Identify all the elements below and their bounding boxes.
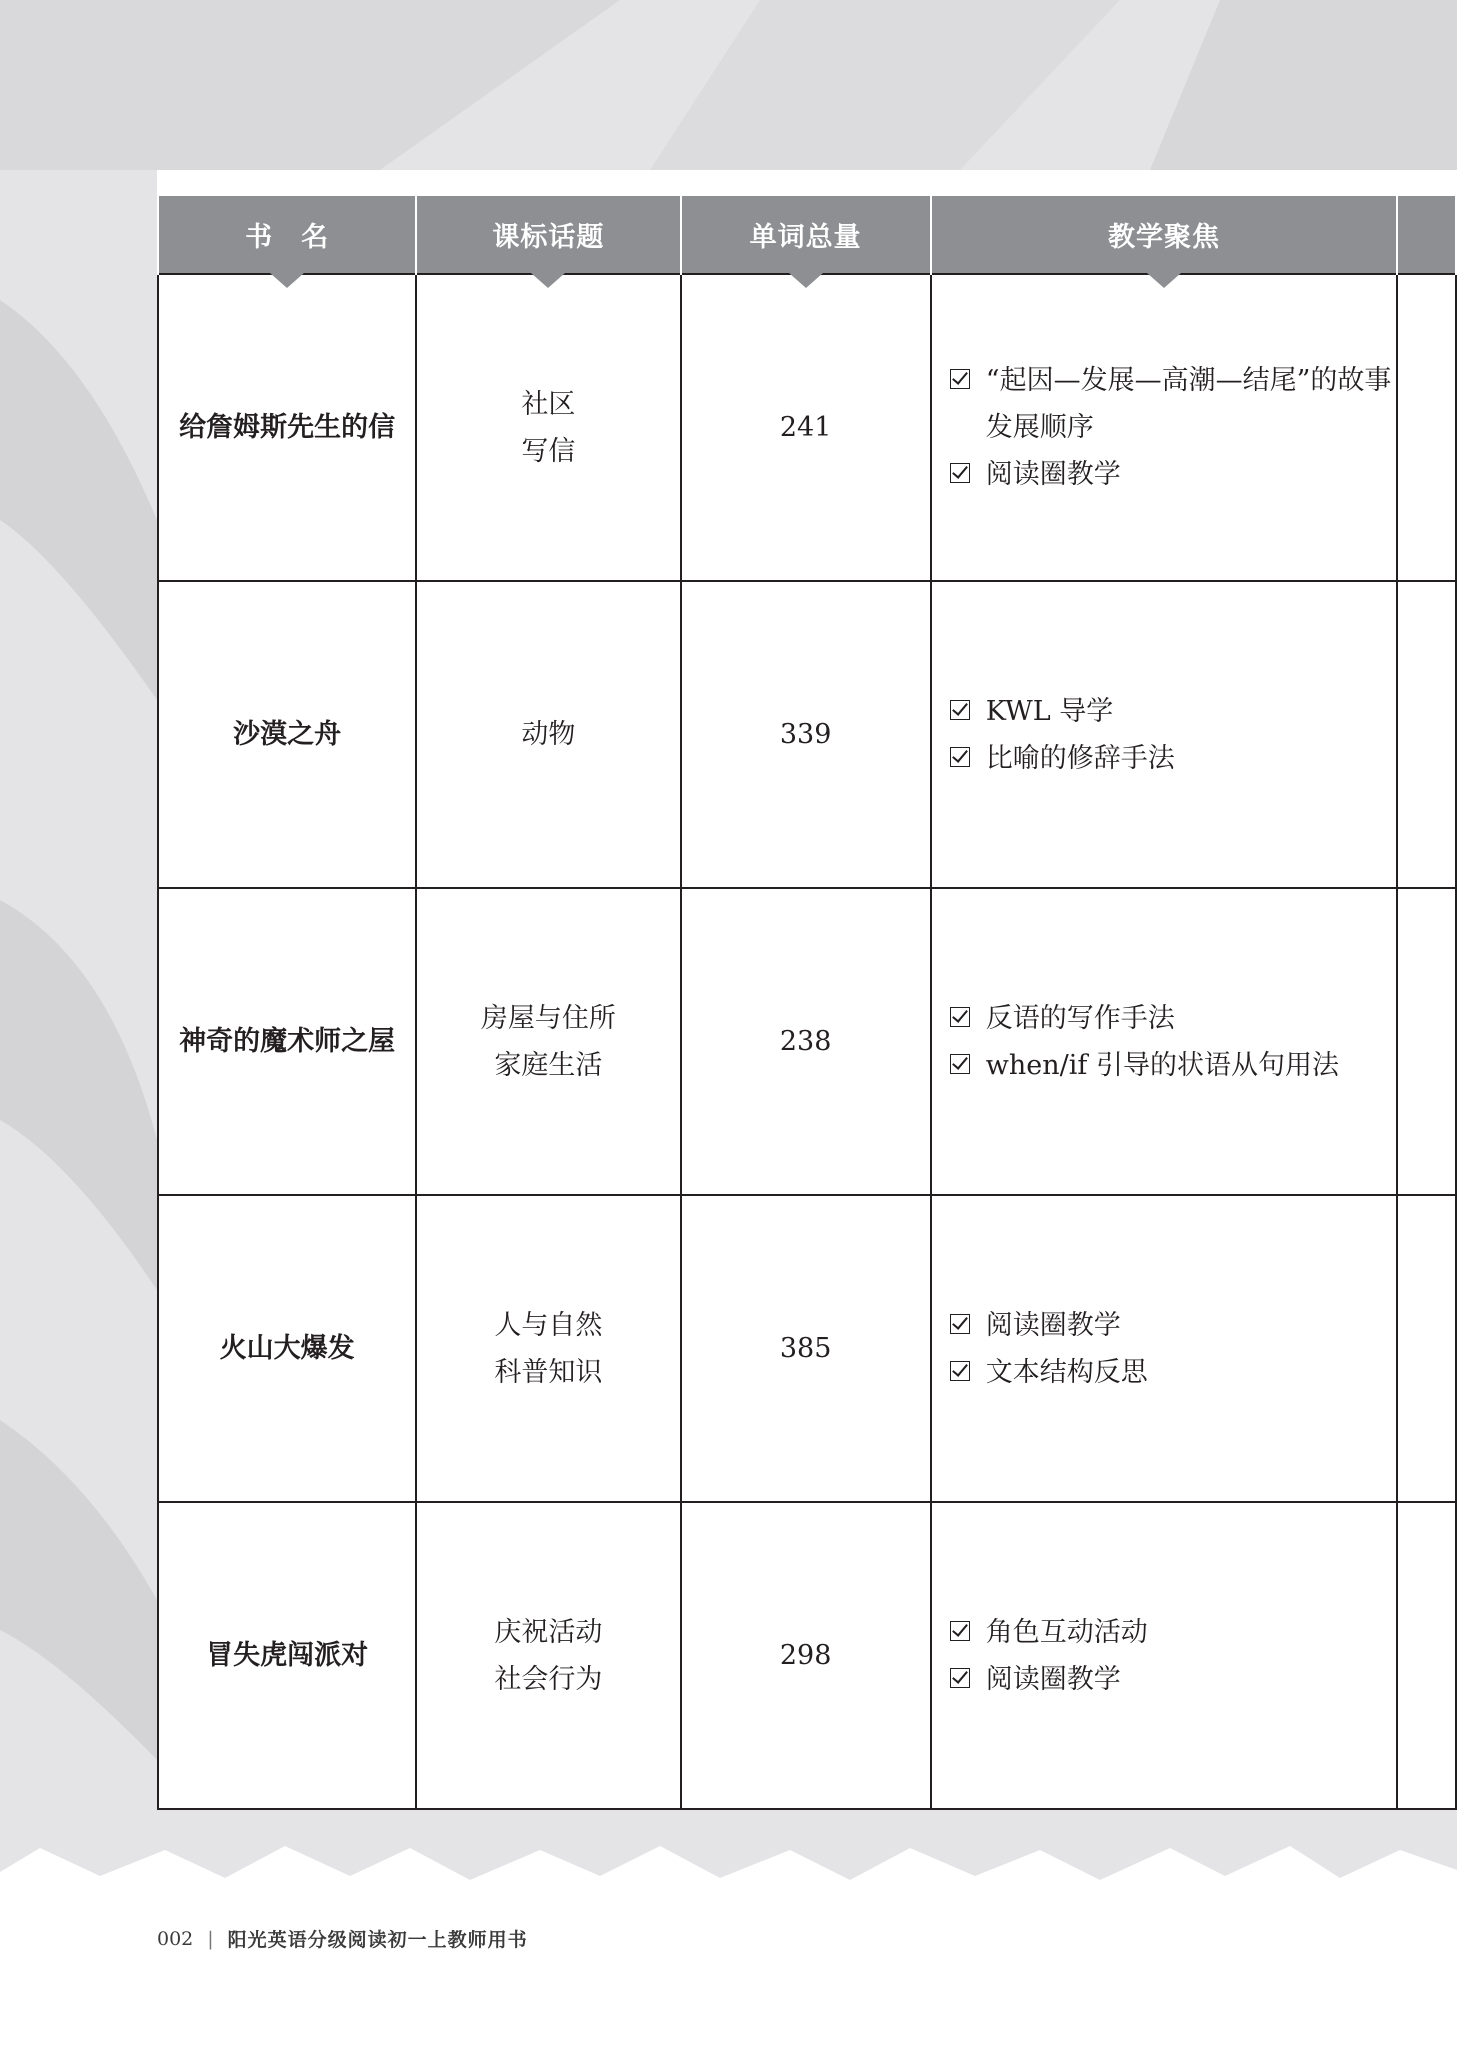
focus-text: when/if 引导的状语从句用法 (985, 1049, 1339, 1081)
focus-item (950, 995, 1397, 1042)
checked-box-icon (950, 1314, 970, 1334)
header-pointer-icon (531, 273, 565, 288)
header-label: 单词总量 (749, 222, 862, 253)
topic: 房屋与住所 (480, 1002, 616, 1034)
focus-text: 反语的写作手法 (985, 1002, 1175, 1034)
focus-cell (931, 274, 1398, 581)
book-title-cell (158, 1195, 416, 1502)
topic: 人与自然 (494, 1309, 603, 1341)
table-row (158, 1195, 1456, 1502)
focus-item (950, 688, 1397, 735)
header-label: 课标话题 (492, 222, 605, 253)
footer-book-title: 阳光英语分级阅读初一上教师用书 (227, 1929, 528, 1951)
focus-item (950, 1609, 1397, 1656)
table-row (158, 888, 1456, 1195)
checked-box-icon (950, 747, 970, 767)
focus-item (950, 1302, 1397, 1349)
cut-off-cell (1397, 1195, 1456, 1502)
focus-item (950, 357, 1397, 451)
topic: 庆祝活动 (494, 1616, 603, 1648)
book-list-table (157, 196, 1457, 1810)
focus-item (950, 451, 1397, 498)
focus-item (950, 1349, 1397, 1396)
header-pointer-icon (789, 273, 823, 288)
book-title: 神奇的魔术师之屋 (179, 1026, 396, 1057)
book-title-cell (158, 274, 416, 581)
focus-text: 阅读圈教学 (985, 1663, 1121, 1695)
checked-box-icon (950, 1621, 970, 1641)
header-book-title (158, 196, 416, 274)
checked-box-icon (950, 700, 970, 720)
checked-box-icon (950, 1361, 970, 1381)
checked-box-icon (950, 463, 970, 483)
checked-box-icon (950, 1054, 970, 1074)
book-title-cell (158, 1502, 416, 1809)
focus-text: 文本结构反思 (985, 1356, 1148, 1388)
header-label: 书 名 (245, 222, 330, 253)
word-count: 238 (779, 1026, 832, 1057)
book-title: 沙漠之舟 (233, 719, 342, 750)
topic-cell (416, 888, 680, 1195)
footer-separator: | (207, 1927, 214, 1950)
focus-text: 角色互动活动 (985, 1616, 1148, 1648)
word-count: 385 (779, 1333, 832, 1364)
focus-cell (931, 888, 1398, 1195)
book-title: 给詹姆斯先生的信 (179, 412, 396, 443)
focus-text: 阅读圈教学 (985, 459, 1121, 490)
focus-item (950, 1042, 1397, 1089)
focus-item (950, 1656, 1397, 1703)
header-pointer-icon (1147, 273, 1181, 288)
topic: 写信 (521, 435, 576, 467)
focus-item (950, 735, 1397, 782)
focus-cell (931, 1195, 1398, 1502)
word-count-cell (681, 581, 931, 888)
page-footer (157, 1925, 528, 1952)
book-title: 冒失虎闯派对 (206, 1640, 369, 1671)
header-teaching-focus (931, 196, 1398, 274)
cut-off-cell (1397, 1502, 1456, 1809)
focus-cell (931, 581, 1398, 888)
focus-text: 阅读圈教学 (985, 1309, 1121, 1341)
checked-box-icon (950, 369, 970, 389)
topic-cell (416, 1195, 680, 1502)
word-count-cell (681, 1502, 931, 1809)
table-row (158, 581, 1456, 888)
page-number: 002 (157, 1927, 194, 1950)
checked-box-icon (950, 1007, 970, 1027)
word-count: 298 (779, 1640, 832, 1671)
book-title-cell (158, 888, 416, 1195)
word-count-cell (681, 1195, 931, 1502)
header-cut-off (1397, 196, 1456, 274)
topic: 科普知识 (494, 1356, 603, 1388)
word-count-cell (681, 274, 931, 581)
topic-cell (416, 581, 680, 888)
focus-text: 比喻的修辞手法 (985, 742, 1175, 774)
focus-text: “起因—发展—高潮—结尾”的故事发展顺序 (985, 365, 1392, 443)
header-topic (416, 196, 680, 274)
book-title: 火山大爆发 (219, 1333, 355, 1364)
focus-text: KWL 导学 (985, 695, 1114, 727)
topic-cell (416, 274, 680, 581)
header-pointer-icon (270, 273, 304, 288)
header-label: 教学聚焦 (1108, 222, 1221, 253)
checked-box-icon (950, 1668, 970, 1688)
header-word-count (681, 196, 931, 274)
topic: 社会行为 (494, 1663, 603, 1695)
book-title-cell (158, 581, 416, 888)
cut-off-cell (1397, 888, 1456, 1195)
table-header-row (158, 196, 1456, 274)
topic: 动物 (521, 719, 576, 750)
topic: 家庭生活 (494, 1049, 603, 1081)
table-row (158, 274, 1456, 581)
word-count: 339 (779, 719, 832, 750)
word-count: 241 (779, 412, 832, 443)
table-row (158, 1502, 1456, 1809)
topic: 社区 (521, 388, 576, 420)
topic-cell (416, 1502, 680, 1809)
focus-cell (931, 1502, 1398, 1809)
cut-off-cell (1397, 581, 1456, 888)
cut-off-cell (1397, 274, 1456, 581)
word-count-cell (681, 888, 931, 1195)
